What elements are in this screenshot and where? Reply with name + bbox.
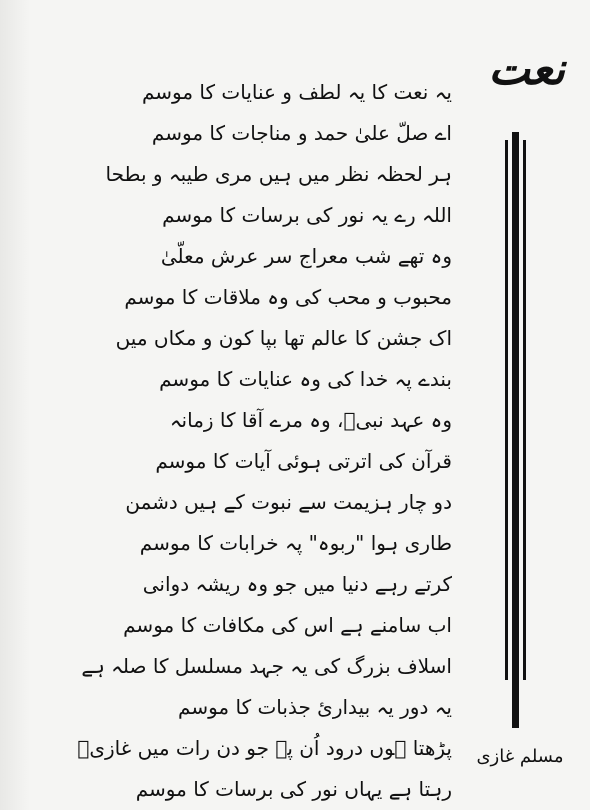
page-title: نعت [488,44,565,95]
poem-line: یہ نعت کا یہ لطف و عنایات کا موسم [141,80,452,104]
poem-line: طاری ہوا "ربوہ" پہ خرابات کا موسم [139,531,452,555]
poet-name: مسلم غازی [476,746,564,767]
title-block [455,40,565,110]
poem-line: اللہ رے یہ نور کی برسات کا موسم [162,203,452,227]
poem-line: اسلاف بزرگ کی یہ جہد مسلسل کا صلہ ہے [81,654,452,678]
poem-line: اب سامنے ہے اس کی مکافات کا موسم [123,613,452,637]
poem-line: بندے پہ خدا کی وہ عنایات کا موسم [159,367,452,391]
poem-line: یہ دور یہ بیداریٔ جذبات کا موسم [178,695,452,719]
poem-line: محبوب و محب کی وہ ملاقات کا موسم [124,285,452,309]
poem-line: وہ تھے شب معراج سر عرش معلّیٰ [160,244,452,268]
poem-line: ہر لحظہ نظر میں ہیں مری طیبہ و بطحا [105,162,452,186]
poem-line: اے صلّ علیٰ حمد و مناجات کا موسم [151,121,452,145]
poem-line: قرآن کی اترتی ہوئی آیات کا موسم [155,449,452,473]
poem [32,72,452,810]
poem-line: اک جشن کا عالم تھا بپا کون و مکاں میں [115,326,452,350]
poem-line: پڑھتا ہوں درود اُن پہ جو دن رات میں غازیؔ [77,736,452,760]
vertical-rule-thin-left [505,140,508,680]
vertical-rule-thick [512,132,519,728]
vertical-rule-thin-right [523,140,526,680]
page-edge-shadow [0,0,30,810]
poem-line: دو چار ہزیمت سے نبوت کے ہیں دشمن [125,490,452,514]
poem-line: کرتے رہے دنیا میں جو وہ ریشہ دوانی [142,572,452,596]
poem-line: رہتا ہے یہاں نور کی برسات کا موسم [135,777,452,801]
poem-line: وہ عہد نبیؐ، وہ مرے آقا کا زمانہ [169,408,452,432]
